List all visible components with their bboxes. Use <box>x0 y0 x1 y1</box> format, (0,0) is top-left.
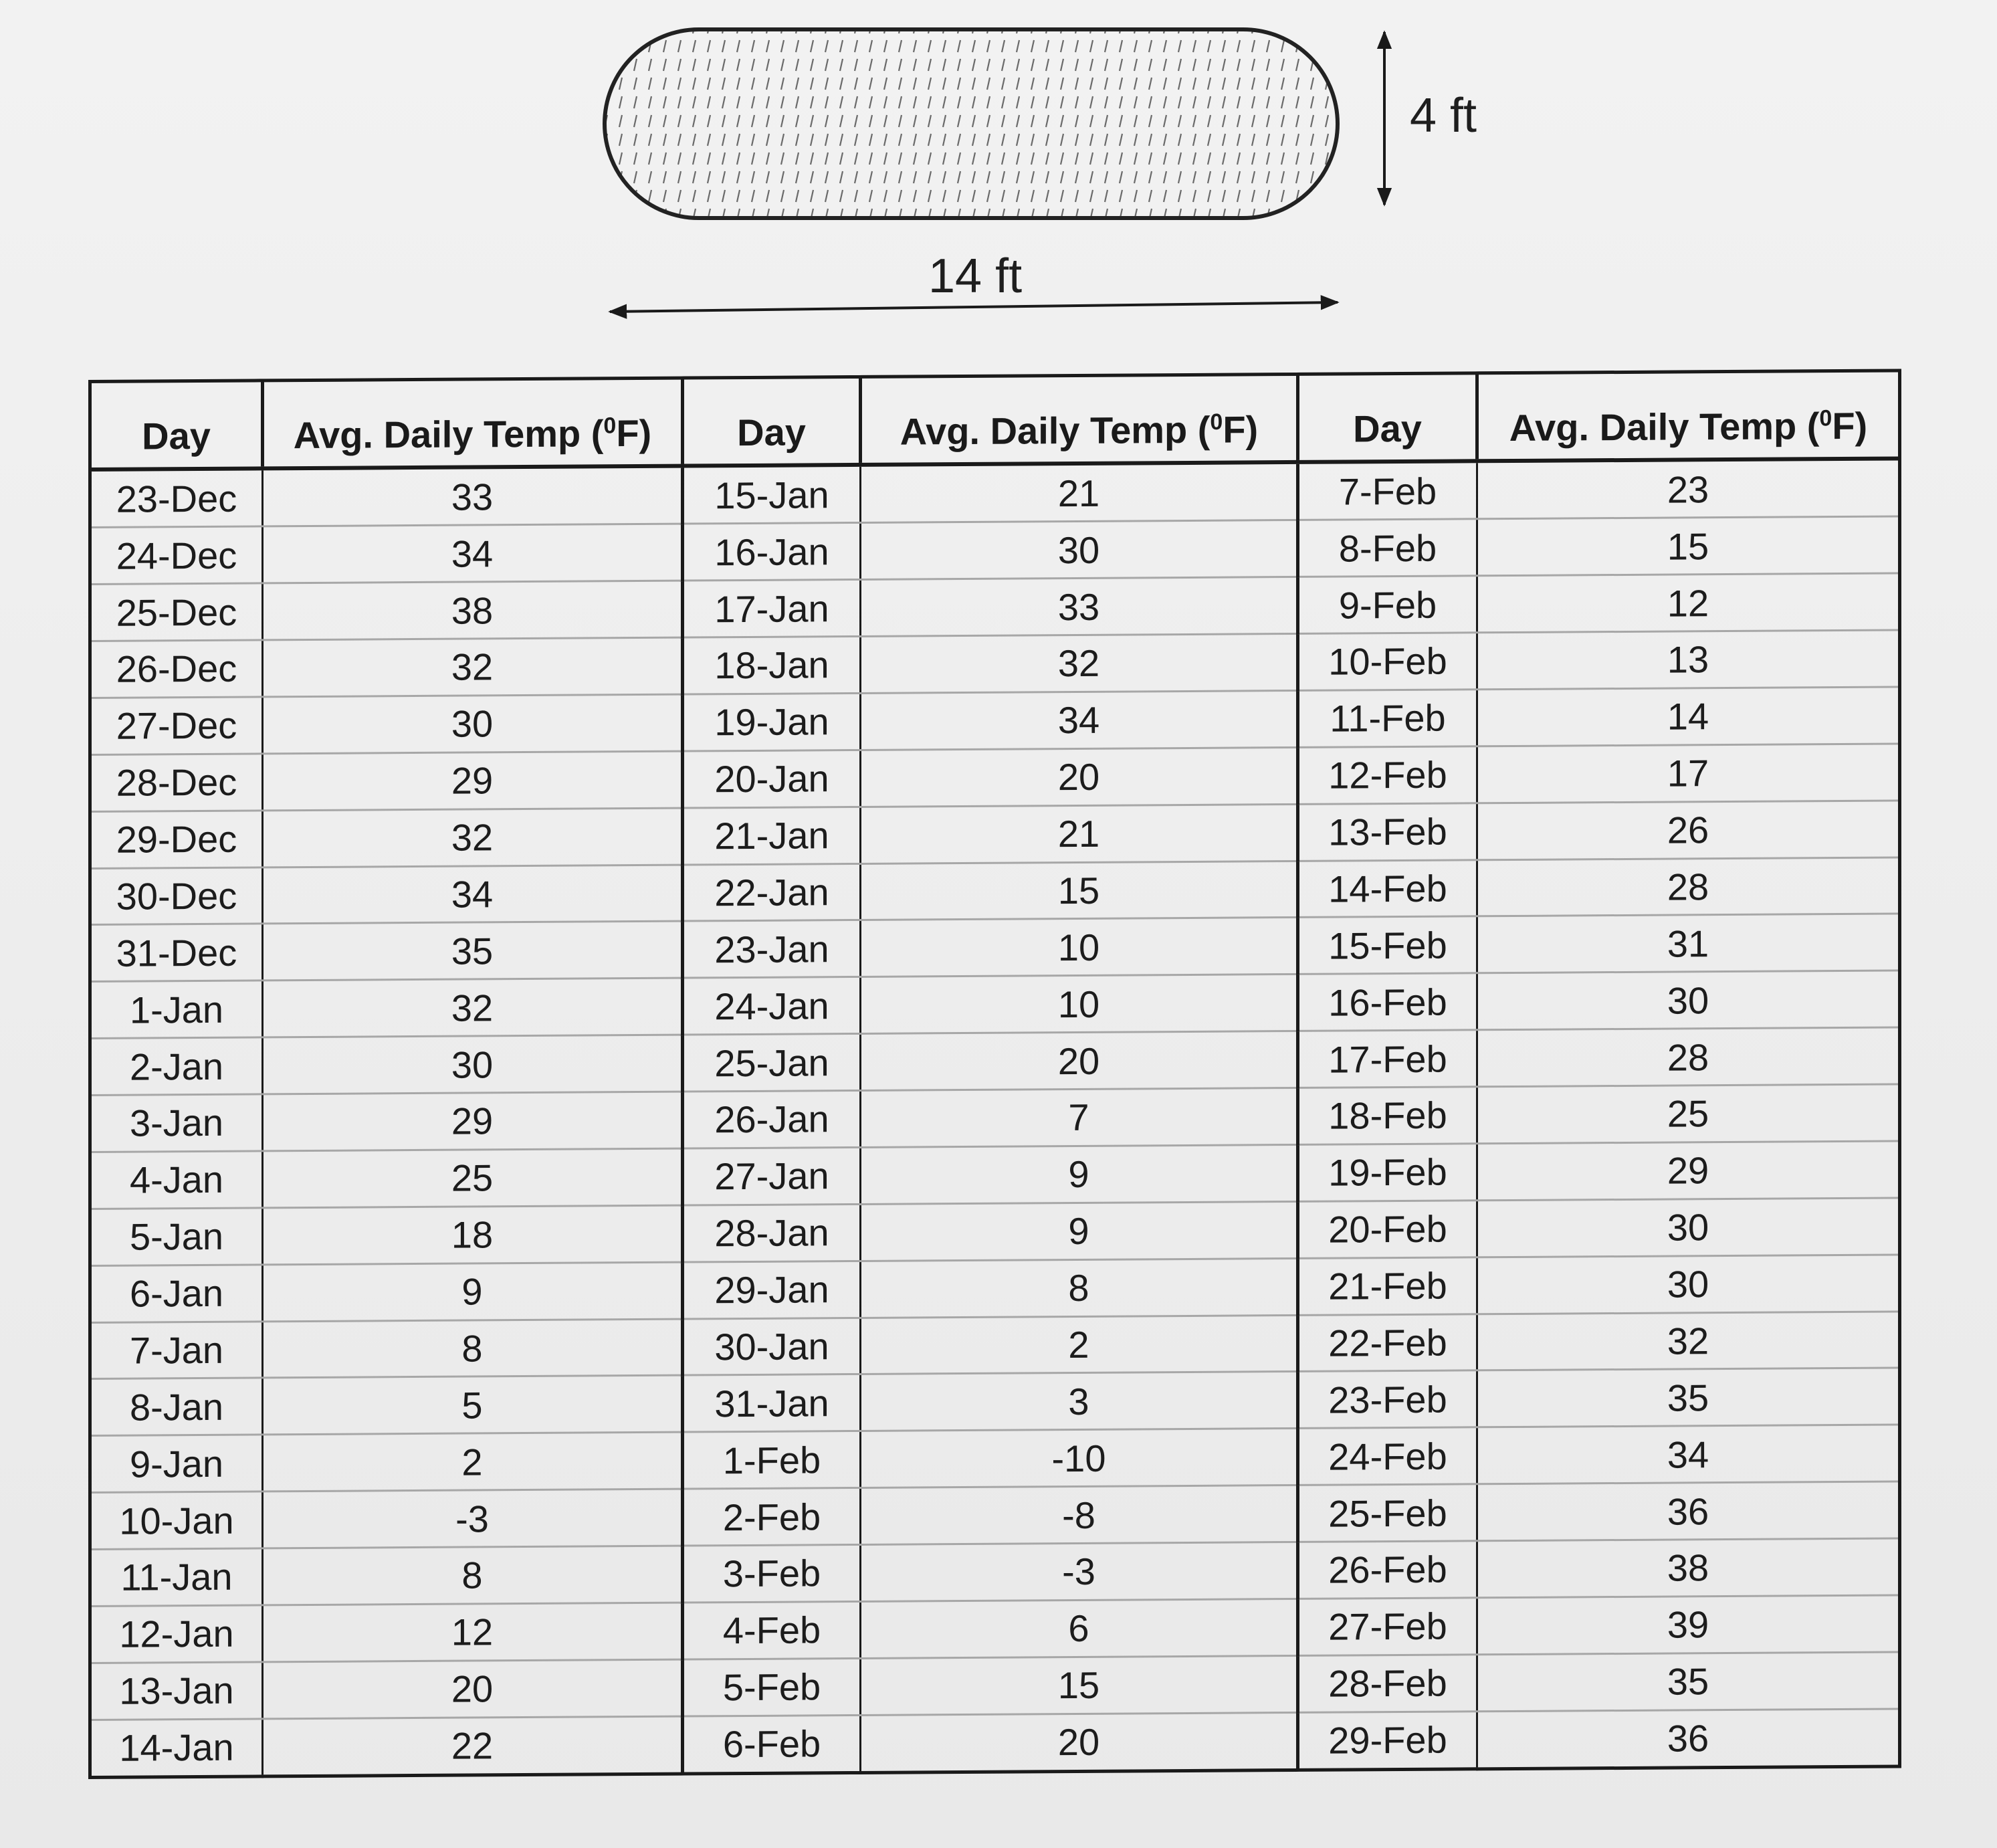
day-cell: 13-Feb <box>1298 803 1477 861</box>
day-cell: 14-Jan <box>90 1719 263 1778</box>
temp-cell: 32 <box>861 633 1298 693</box>
temp-cell: 29 <box>263 1092 683 1151</box>
temp-cell: 35 <box>1477 1368 1900 1427</box>
table-row <box>90 1481 1900 1549</box>
table-row <box>90 857 1900 924</box>
temp-cell: 28 <box>1477 857 1900 916</box>
day-cell: 4-Feb <box>683 1601 861 1659</box>
temp-cell: 32 <box>263 808 683 867</box>
table-row <box>90 458 1900 527</box>
temp-cell: -3 <box>263 1489 683 1548</box>
temp-cell: 25 <box>263 1148 683 1208</box>
column-header-day: Day <box>90 381 263 470</box>
temp-cell: 26 <box>1477 801 1900 860</box>
temp-cell: -10 <box>861 1429 1298 1488</box>
height-dimension-label: 4 ft <box>1410 89 1477 142</box>
temp-cell: 8 <box>861 1258 1298 1318</box>
temp-cell: 33 <box>263 466 683 527</box>
temp-cell: 28 <box>1477 1027 1900 1087</box>
temp-cell: 15 <box>861 1655 1298 1715</box>
temp-cell: 10 <box>861 918 1298 977</box>
temp-cell: 30 <box>1477 970 1900 1030</box>
day-cell: 21-Jan <box>683 807 861 864</box>
day-cell: 6-Feb <box>683 1715 861 1774</box>
day-cell: 24-Jan <box>683 977 861 1035</box>
temp-cell: 38 <box>1477 1538 1900 1598</box>
temp-cell: 39 <box>1477 1595 1900 1655</box>
temp-cell: 13 <box>1477 630 1900 690</box>
temp-cell: 34 <box>1477 1425 1900 1484</box>
temp-cell: 17 <box>1477 744 1900 803</box>
day-cell: 4-Jan <box>90 1151 263 1209</box>
day-cell: 13-Jan <box>90 1662 263 1720</box>
day-cell: 15-Feb <box>1298 916 1477 974</box>
day-cell: 22-Jan <box>683 863 861 921</box>
temp-cell: 38 <box>263 581 683 640</box>
day-cell: 29-Dec <box>90 811 263 868</box>
day-cell: 15-Jan <box>683 465 861 524</box>
table-row <box>90 1425 1900 1492</box>
temp-cell: 20 <box>263 1659 683 1719</box>
temp-cell: 5 <box>263 1375 683 1435</box>
day-cell: 16-Feb <box>1298 973 1477 1031</box>
temp-cell: 22 <box>263 1716 683 1776</box>
temp-cell: 15 <box>861 861 1298 920</box>
temp-cell: 36 <box>1667 1717 1709 1760</box>
column-header-day: Day <box>1298 373 1477 462</box>
temp-cell: 34 <box>263 524 683 583</box>
day-cell: 23-Dec <box>90 468 263 527</box>
table-row <box>90 1198 1900 1265</box>
day-cell: 27-Dec <box>90 697 263 754</box>
temp-cell: 25 <box>1477 1084 1900 1144</box>
table-row <box>90 1368 1900 1435</box>
table-row <box>90 801 1900 868</box>
table-row <box>90 687 1900 754</box>
temp-cell: 2 <box>861 1315 1298 1374</box>
temp-cell: 9 <box>263 1262 683 1322</box>
day-cell: 24-Dec <box>90 526 263 584</box>
temp-cell: 20 <box>861 747 1298 807</box>
temp-cell: 36 <box>1477 1481 1900 1541</box>
day-cell: 25-Jan <box>683 1034 861 1092</box>
temp-cell: 18 <box>263 1205 683 1265</box>
temp-cell: 8 <box>263 1546 683 1605</box>
temp-cell: 21 <box>861 804 1298 863</box>
day-cell: 12-Jan <box>90 1605 263 1663</box>
day-cell: 28-Feb <box>1298 1655 1477 1713</box>
day-cell: 28-Jan <box>683 1204 861 1261</box>
day-cell: 17-Feb <box>1298 1030 1477 1088</box>
table-row <box>90 914 1900 981</box>
day-cell: 1-Jan <box>90 981 263 1038</box>
day-cell: 25-Feb <box>1298 1484 1477 1542</box>
column-header-avg-temp: Avg. Daily Temp ($^0$F) <box>263 378 683 468</box>
temp-cell: 32 <box>263 637 683 697</box>
day-cell: 5-Jan <box>90 1208 263 1265</box>
day-cell: 6-Jan <box>90 1265 263 1322</box>
day-cell: 29-Feb <box>1298 1711 1477 1770</box>
table-row <box>90 970 1900 1038</box>
day-cell: 19-Feb <box>1298 1144 1477 1202</box>
table-row <box>90 1141 1900 1209</box>
table-row <box>90 1652 1900 1720</box>
temp-cell: 23 <box>1477 458 1900 519</box>
temp-cell: 7 <box>861 1088 1298 1147</box>
day-cell: 24-Feb <box>1298 1427 1477 1485</box>
temp-cell: 30 <box>1477 1198 1900 1257</box>
day-cell: 7-Jan <box>90 1321 263 1378</box>
day-cell: 26-Feb <box>1298 1541 1477 1599</box>
table-body <box>90 458 1900 1777</box>
day-cell: 9-Jan <box>90 1435 263 1492</box>
temp-cell: 12 <box>1477 573 1900 633</box>
table-row <box>90 1538 1900 1606</box>
table-row <box>90 1255 1900 1322</box>
temp-cell: 30 <box>1477 1255 1900 1314</box>
day-cell: 18-Feb <box>1298 1087 1477 1145</box>
day-cell: 2-Feb <box>683 1488 861 1546</box>
temp-cell: 2 <box>263 1432 683 1492</box>
day-cell: 16-Jan <box>683 523 861 581</box>
day-cell: 3-Feb <box>683 1544 861 1603</box>
temp-cell: 29 <box>1477 1141 1900 1201</box>
day-cell: 30-Jan <box>683 1318 861 1376</box>
day-cell: 25-Dec <box>90 583 263 641</box>
column-header-avg-temp: Avg. Daily Temp ($^0$F) <box>861 374 1298 464</box>
temp-cell: 12 <box>263 1603 683 1662</box>
day-cell: 8-Feb <box>1298 519 1477 577</box>
table-row <box>90 630 1900 698</box>
day-cell: 27-Feb <box>1298 1598 1477 1656</box>
temp-cell: 30 <box>263 694 683 754</box>
day-cell: 2-Jan <box>90 1037 263 1095</box>
day-cell: 23-Feb <box>1298 1370 1477 1429</box>
column-header-avg-temp: Avg. Daily Temp ($^0$F) <box>1477 371 1900 461</box>
temp-cell: 33 <box>861 577 1298 637</box>
table-header-row <box>90 371 1900 470</box>
temp-cell: -8 <box>861 1485 1298 1545</box>
table-row <box>90 516 1900 584</box>
day-cell: 1-Feb <box>683 1431 861 1490</box>
day-cell: 30-Dec <box>90 867 263 924</box>
temp-cell: 30 <box>861 520 1298 580</box>
day-cell: 28-Dec <box>90 754 263 811</box>
temp-cell: 20 <box>861 1031 1298 1091</box>
temp-cell: 34 <box>263 865 683 924</box>
table-row <box>90 1027 1900 1095</box>
stadium-section-shape <box>605 29 1338 218</box>
day-cell: 10-Feb <box>1298 633 1477 691</box>
temp-cell: 21 <box>861 462 1298 523</box>
width-dimension-label: 14 ft <box>928 249 1023 303</box>
day-cell: 3-Jan <box>90 1094 263 1152</box>
day-cell: 12-Feb <box>1298 746 1477 805</box>
cross-section-diagram <box>0 0 1997 348</box>
temp-cell: 8 <box>263 1319 683 1378</box>
day-cell: 11-Feb <box>1298 690 1477 748</box>
day-cell: 19-Jan <box>683 693 861 750</box>
temp-cell: 29 <box>263 751 683 811</box>
day-cell: 21-Feb <box>1298 1257 1477 1315</box>
day-cell: 7-Feb <box>1298 461 1477 520</box>
temp-cell: 35 <box>1477 1652 1900 1712</box>
temp-cell: 10 <box>861 974 1298 1034</box>
temp-cell: -3 <box>861 1542 1298 1601</box>
day-cell: 31-Jan <box>683 1374 861 1433</box>
temp-cell: 32 <box>1477 1311 1900 1370</box>
day-cell: 20-Jan <box>683 750 861 807</box>
day-cell: 22-Feb <box>1298 1314 1477 1372</box>
day-cell: 9-Feb <box>1298 576 1477 634</box>
day-cell: 17-Jan <box>683 580 861 637</box>
table-row <box>90 1311 1900 1378</box>
width-dimension-arrow <box>610 302 1338 312</box>
column-header-day: Day <box>683 377 861 466</box>
temp-cell: 35 <box>263 921 683 981</box>
temp-cell: 32 <box>263 978 683 1037</box>
day-cell: 27-Jan <box>683 1147 861 1205</box>
day-cell: 31-Dec <box>90 924 263 981</box>
temp-cell: 31 <box>1477 914 1900 973</box>
temp-cell: 9 <box>861 1201 1298 1261</box>
table-row <box>90 1709 1900 1778</box>
temp-cell: 9 <box>861 1144 1298 1204</box>
temp-cell: 34 <box>861 690 1298 750</box>
temperature-table-container <box>88 369 1898 1779</box>
temp-cell: 15 <box>1477 516 1900 576</box>
table-row <box>90 573 1900 641</box>
temperature-table <box>88 369 1901 1779</box>
day-cell: 14-Feb <box>1298 859 1477 918</box>
temp-cell: 14 <box>1477 687 1900 746</box>
day-cell: 26-Dec <box>90 640 263 698</box>
day-cell: 5-Feb <box>683 1658 861 1716</box>
day-cell: 20-Feb <box>1298 1201 1477 1259</box>
day-cell: 23-Jan <box>683 920 861 978</box>
day-cell: 29-Jan <box>683 1261 861 1318</box>
table-row <box>90 1084 1900 1152</box>
day-cell: 10-Jan <box>90 1492 263 1549</box>
table-row <box>90 1595 1900 1663</box>
temp-cell: 6 <box>861 1599 1298 1658</box>
temp-cell: 3 <box>861 1372 1298 1431</box>
table-row <box>90 744 1900 811</box>
day-cell: 26-Jan <box>683 1090 861 1148</box>
temp-cell: 30 <box>263 1035 683 1094</box>
day-cell: 18-Jan <box>683 636 861 694</box>
temp-cell: 20 <box>861 1712 1298 1772</box>
day-cell: 8-Jan <box>90 1378 263 1435</box>
day-cell: 11-Jan <box>90 1548 263 1606</box>
